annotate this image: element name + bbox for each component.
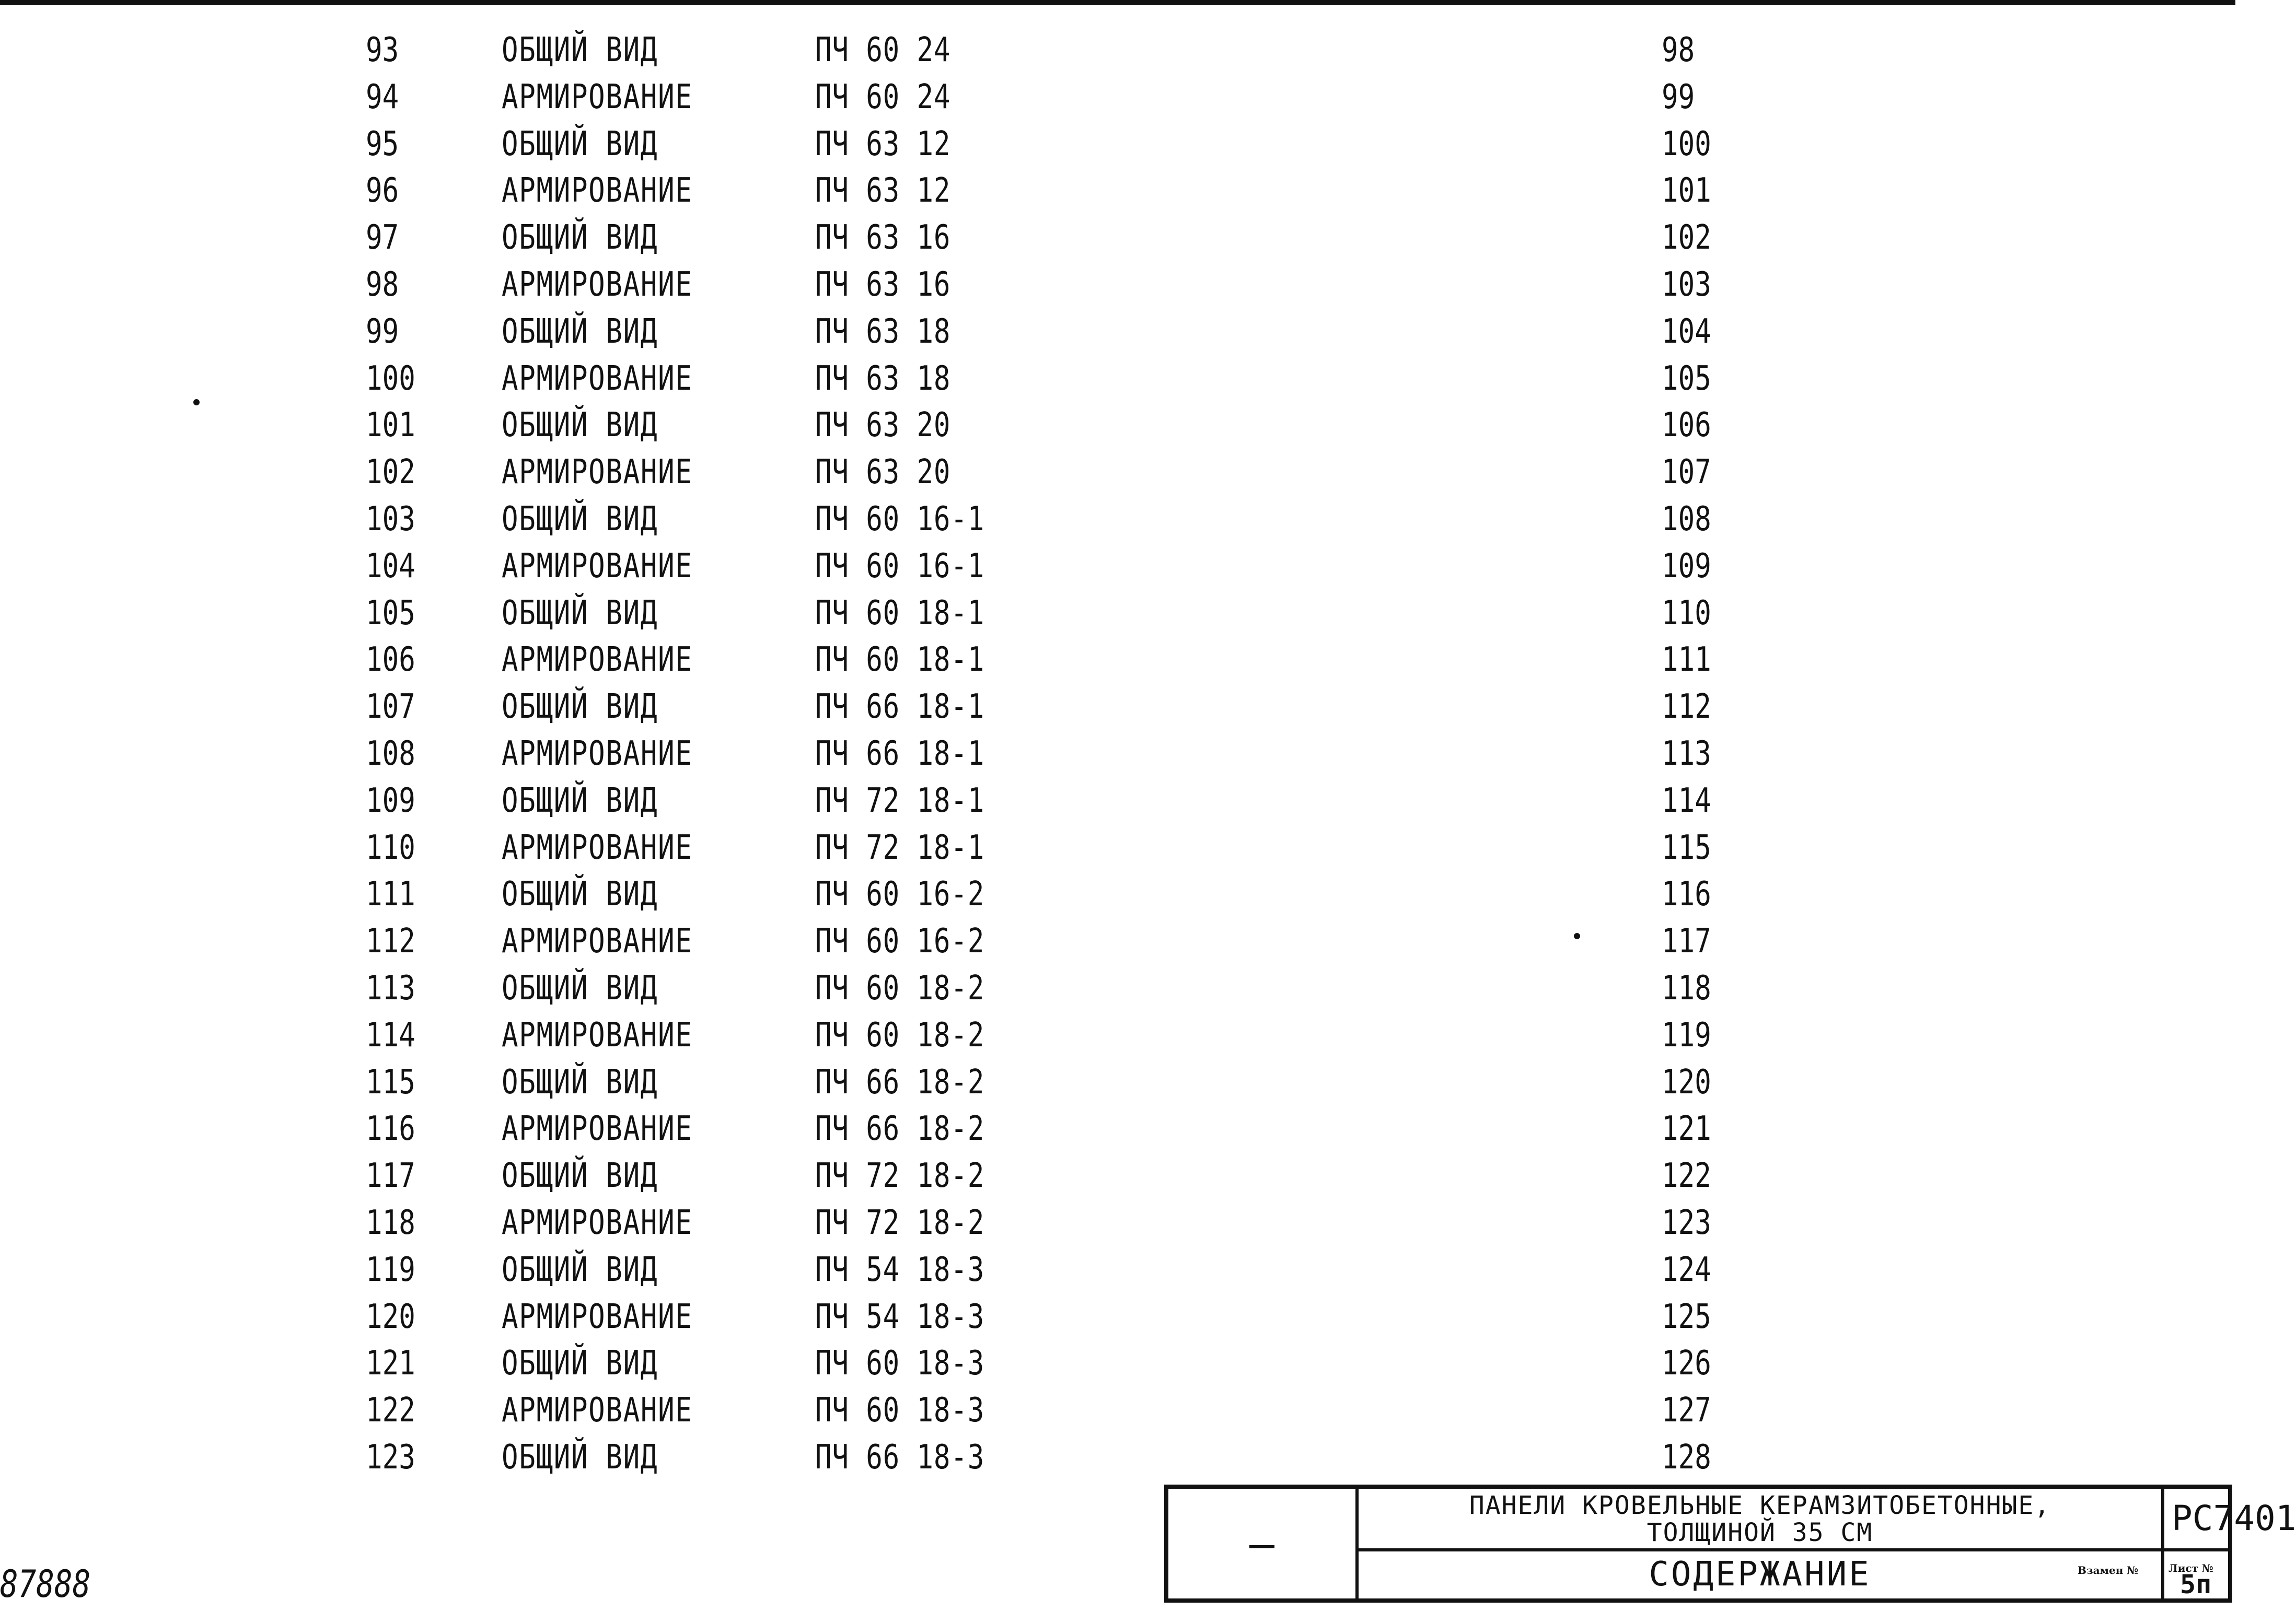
drawing-name: ОБЩИЙ ВИД — [502, 875, 658, 914]
drawing-name: АРМИРОВАНИЕ — [502, 1015, 693, 1055]
page-number: 117 — [1662, 922, 1711, 961]
contents-row — [0, 27, 1881, 74]
title-block-dash: — — [1168, 1489, 1359, 1598]
row-number: 119 — [366, 1250, 415, 1289]
panel-mark: ПЧ 60 18-3 — [815, 1391, 985, 1430]
contents-row — [0, 121, 1881, 168]
contents-row — [0, 262, 1881, 309]
row-number: 97 — [366, 218, 399, 258]
drawing-name: ОБЩИЙ ВИД — [502, 124, 658, 164]
drawing-name: ОБЩИЙ ВИД — [502, 1063, 658, 1102]
drawing-name: АРМИРОВАНИЕ — [502, 77, 693, 116]
row-number: 106 — [366, 640, 415, 680]
page-number: 106 — [1662, 406, 1711, 445]
drawing-name: АРМИРОВАНИЕ — [502, 1391, 693, 1430]
contents-row — [0, 496, 1881, 543]
contents-row — [0, 731, 1881, 778]
panel-mark: ПЧ 72 18-2 — [815, 1203, 985, 1242]
panel-mark: ПЧ 63 20 — [815, 406, 951, 445]
contents-row — [0, 1200, 1881, 1247]
contents-row — [0, 1012, 1881, 1059]
row-number: 99 — [366, 312, 399, 351]
page-number: 116 — [1662, 875, 1711, 914]
panel-mark: ПЧ 63 12 — [815, 124, 951, 164]
contents-list — [0, 27, 1881, 1481]
drawing-name: ОБЩИЙ ВИД — [502, 406, 658, 445]
contents-row — [0, 590, 1881, 637]
page-number: 107 — [1662, 453, 1711, 492]
drawing-name: ОБЩИЙ ВИД — [502, 1344, 658, 1383]
drawing-name: АРМИРОВАНИЕ — [502, 171, 693, 211]
panel-mark: ПЧ 60 16-2 — [815, 875, 985, 914]
panel-mark: ПЧ 66 18-2 — [815, 1110, 985, 1149]
row-number: 112 — [366, 922, 415, 961]
drawing-name: АРМИРОВАНИЕ — [502, 640, 693, 680]
page-number: 113 — [1662, 734, 1711, 773]
drawing-name: ОБЩИЙ ВИД — [502, 1438, 658, 1477]
panel-mark: ПЧ 63 16 — [815, 218, 951, 258]
contents-row — [0, 871, 1881, 918]
panel-mark: ПЧ 60 16-1 — [815, 546, 985, 586]
panel-mark: ПЧ 60 18-1 — [815, 640, 985, 680]
page-number: 100 — [1662, 124, 1711, 164]
row-number: 116 — [366, 1110, 415, 1149]
drawing-name: АРМИРОВАНИЕ — [502, 1110, 693, 1149]
document-title-line-2: ТОЛЩИНОЙ 35 СМ — [1646, 1518, 1873, 1547]
row-number: 108 — [366, 734, 415, 773]
contents-row — [0, 1387, 1881, 1434]
contents-row — [0, 825, 1881, 872]
drawing-name: ОБЩИЙ ВИД — [502, 1250, 658, 1289]
sheet-number-value: 5п — [2180, 1569, 2212, 1600]
drawing-name: ОБЩИЙ ВИД — [502, 781, 658, 820]
contents-row — [0, 402, 1881, 449]
replaced-label: Взамен № — [2078, 1564, 2139, 1577]
row-number: 117 — [366, 1157, 415, 1196]
page-number: 128 — [1662, 1438, 1711, 1477]
row-number: 100 — [366, 359, 415, 398]
panel-mark: ПЧ 63 18 — [815, 359, 951, 398]
drawing-name: АРМИРОВАНИЕ — [502, 359, 693, 398]
page-number: 103 — [1662, 265, 1711, 304]
drawing-name: ОБЩИЙ ВИД — [502, 1157, 658, 1196]
contents-row — [0, 74, 1881, 121]
row-number: 111 — [366, 875, 415, 914]
row-number: 118 — [366, 1203, 415, 1242]
page-number: 124 — [1662, 1250, 1711, 1289]
drawing-name: АРМИРОВАНИЕ — [502, 546, 693, 586]
panel-mark: ПЧ 54 18-3 — [815, 1250, 985, 1289]
page-number: 118 — [1662, 968, 1711, 1008]
page-number: 109 — [1662, 546, 1711, 586]
contents-row — [0, 309, 1881, 356]
page-number: 121 — [1662, 1110, 1711, 1149]
panel-mark: ПЧ 54 18-3 — [815, 1297, 985, 1336]
row-number: 114 — [366, 1015, 415, 1055]
document-title — [1359, 1489, 2164, 1548]
row-number: 107 — [366, 687, 415, 727]
contents-row — [0, 778, 1881, 825]
drawing-name: АРМИРОВАНИЕ — [502, 1297, 693, 1336]
drawing-name: ОБЩИЙ ВИД — [502, 312, 658, 351]
page-number: 125 — [1662, 1297, 1711, 1336]
page-number: 119 — [1662, 1015, 1711, 1055]
page-number: 110 — [1662, 593, 1711, 633]
page-number: 123 — [1662, 1203, 1711, 1242]
row-number: 101 — [366, 406, 415, 445]
page-number: 122 — [1662, 1157, 1711, 1196]
page-number: 115 — [1662, 828, 1711, 867]
row-number: 104 — [366, 546, 415, 586]
contents-row — [0, 1153, 1881, 1200]
document-code: РС7401 — [2172, 1498, 2296, 1538]
row-number: 98 — [366, 265, 399, 304]
panel-mark: ПЧ 63 20 — [815, 453, 951, 492]
scan-speck — [1574, 933, 1580, 939]
contents-row — [0, 1294, 1881, 1341]
contents-row — [0, 215, 1881, 262]
panel-mark: ПЧ 60 16-2 — [815, 922, 985, 961]
drawing-name: ОБЩИЙ ВИД — [502, 31, 658, 69]
contents-row — [0, 1106, 1881, 1153]
row-number: 93 — [366, 31, 399, 69]
page-number: 104 — [1662, 312, 1711, 351]
page-number: 98 — [1662, 31, 1695, 69]
panel-mark: ПЧ 63 18 — [815, 312, 951, 351]
drawing-name: АРМИРОВАНИЕ — [502, 265, 693, 304]
top-border-line — [0, 0, 2235, 5]
contents-row — [0, 168, 1881, 215]
page-number: 126 — [1662, 1344, 1711, 1383]
sheet-info — [2078, 1548, 2228, 1600]
panel-mark: ПЧ 60 24 — [815, 31, 951, 69]
contents-row — [0, 965, 1881, 1012]
panel-mark: ПЧ 60 18-2 — [815, 1015, 985, 1055]
panel-mark: ПЧ 66 18-1 — [815, 687, 985, 727]
row-number: 121 — [366, 1344, 415, 1383]
drawing-name: ОБЩИЙ ВИД — [502, 968, 658, 1008]
drawing-name: ОБЩИЙ ВИД — [502, 218, 658, 258]
drawing-name: АРМИРОВАНИЕ — [502, 1203, 693, 1242]
drawing-name: АРМИРОВАНИЕ — [502, 828, 693, 867]
contents-row — [0, 637, 1881, 684]
page-number: 102 — [1662, 218, 1711, 258]
archive-number: 87888 — [0, 1562, 91, 1606]
panel-mark: ПЧ 72 18-1 — [815, 781, 985, 820]
panel-mark: ПЧ 60 18-1 — [815, 593, 985, 633]
panel-mark: ПЧ 72 18-2 — [815, 1157, 985, 1196]
page-number: 99 — [1662, 77, 1695, 116]
panel-mark: ПЧ 66 18-1 — [815, 734, 985, 773]
drawing-name: АРМИРОВАНИЕ — [502, 453, 693, 492]
panel-mark: ПЧ 66 18-2 — [815, 1063, 985, 1102]
panel-mark: ПЧ 63 12 — [815, 171, 951, 211]
row-number: 94 — [366, 77, 399, 116]
drawing-name: АРМИРОВАНИЕ — [502, 734, 693, 773]
row-number: 96 — [366, 171, 399, 211]
page-number: 114 — [1662, 781, 1711, 820]
drawing-name: АРМИРОВАНИЕ — [502, 922, 693, 961]
page-number: 101 — [1662, 171, 1711, 211]
row-number: 120 — [366, 1297, 415, 1336]
contents-row — [0, 1059, 1881, 1106]
page-number: 120 — [1662, 1063, 1711, 1102]
page-number: 112 — [1662, 687, 1711, 727]
row-number: 102 — [366, 453, 415, 492]
sheet-subtitle: СОДЕРЖАНИЕ — [1359, 1548, 2164, 1598]
contents-row — [0, 918, 1881, 965]
contents-row — [0, 684, 1881, 731]
panel-mark: ПЧ 60 16-1 — [815, 499, 985, 539]
sheet-number-label: Лист № — [2169, 1562, 2213, 1574]
row-number: 113 — [366, 968, 415, 1008]
contents-row — [0, 1434, 1881, 1481]
row-number: 105 — [366, 593, 415, 633]
scan-speck — [193, 399, 200, 405]
contents-row — [0, 1340, 1881, 1387]
row-number: 123 — [366, 1438, 415, 1477]
page-number: 108 — [1662, 499, 1711, 539]
panel-mark: ПЧ 72 18-1 — [815, 828, 985, 867]
panel-mark: ПЧ 60 18-3 — [815, 1344, 985, 1383]
contents-row — [0, 543, 1881, 590]
row-number: 115 — [366, 1063, 415, 1102]
panel-mark: ПЧ 60 18-2 — [815, 968, 985, 1008]
drawing-name: ОБЩИЙ ВИД — [502, 499, 658, 539]
panel-mark: ПЧ 63 16 — [815, 265, 951, 304]
contents-row — [0, 356, 1881, 403]
row-number: 103 — [366, 499, 415, 539]
page-number: 105 — [1662, 359, 1711, 398]
contents-row — [0, 1247, 1881, 1294]
title-block — [1164, 1485, 2296, 1603]
drawing-name: ОБЩИЙ ВИД — [502, 687, 658, 727]
drawing-name: ОБЩИЙ ВИД — [502, 593, 658, 633]
row-number: 110 — [366, 828, 415, 867]
row-number: 95 — [366, 124, 399, 164]
panel-mark: ПЧ 66 18-3 — [815, 1438, 985, 1477]
contents-row — [0, 449, 1881, 496]
page-number: 111 — [1662, 640, 1711, 680]
row-number: 109 — [366, 781, 415, 820]
row-number: 122 — [366, 1391, 415, 1430]
panel-mark: ПЧ 60 24 — [815, 77, 951, 116]
page-number: 127 — [1662, 1391, 1711, 1430]
document-title-line-1: ПАНЕЛИ КРОВЕЛЬНЫЕ КЕРАМЗИТОБЕТОННЫЕ, — [1469, 1491, 2051, 1520]
